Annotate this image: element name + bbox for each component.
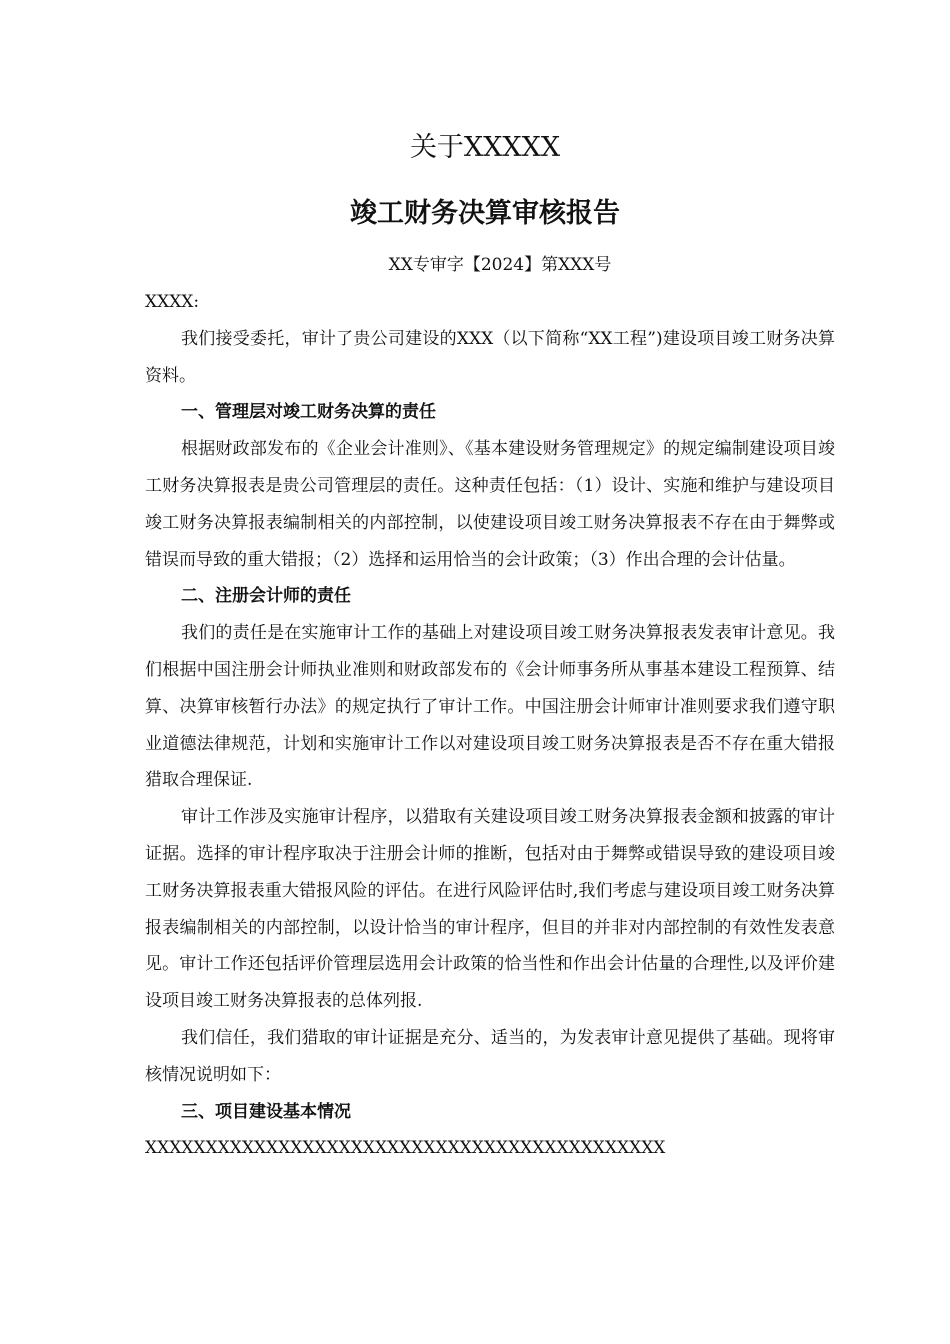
section1-paragraph: 根据财政部发布的《企业会计准则》、《基本建设财务管理规定》的规定编制建设项目竣工财务决算报表是贵公司管理层的责任。这种责任包括：（1）设计、实施和维护与建设项目竣工财务决算报表编制相关的内部控制，以使建设项目竣工财务决算报表不存在由于舞弊或错误而导致的重大错报；（2）选择和运用恰当的会计政策；（3）作出合理的会计估量。 xyxy=(145,439,835,570)
section2-heading: 二、注册会计师的责任 xyxy=(181,586,351,607)
section3-heading: 三、项目建设基本情况 xyxy=(181,1101,351,1122)
report-title-line2: 竣工财务决算审核报告 xyxy=(350,198,620,229)
report-body xyxy=(145,284,835,1167)
intro-paragraph: 我们接受委托，审计了贵公司建设的XXX（以下简称“XX工程”)建设项目竣工财务决算资料。 xyxy=(145,328,835,386)
section3-paragraph: XXXXXXXXXXXXXXXXXXXXXXXXXXXXXXXXXXXXXXXXXXX xyxy=(145,1138,666,1159)
addressee: XXXX: xyxy=(145,292,200,312)
report-title-line1: 关于XXXXX xyxy=(409,132,561,163)
section2-paragraph-3: 我们信任，我们猎取的审计证据是充分、适当的，为发表审计意见提供了基础。现将审核情况说明如下： xyxy=(145,1027,835,1085)
section2-paragraph-2: 审计工作涉及实施审计程序，以猎取有关建设项目竣工财务决算报表金额和披露的审计证据。选择的审计程序取决于注册会计师的推断，包括对由于舞弊或错误导致的建设项目竣工财务决算报表重大错报风险的评估。在进行风险评估时,我们考虑与建设项目竣工财务决算报表编制相关的内部控制，以设计恰当的审计程序，但目的并非对内部控制的有效性发表意见。审计工作还包括评价管理层选用会计政策的恰当性和作出会计估量的合理性,以及评价建设项目竣工财务决算报表的总体列报. xyxy=(145,807,835,1012)
section1-heading: 一、管理层对竣工财务决算的责任 xyxy=(181,402,436,423)
section2-paragraph-1: 我们的责任是在实施审计工作的基础上对建设项目竣工财务决算报表发表审计意见。我们根据中国注册会计师执业准则和财政部发布的《会计师事务所从事基本建设工程预算、结算、决算审核暂行办法》的规定执行了审计工作。中国注册会计师审计准则要求我们遵守职业道德法律规范，计划和实施审计工作以对建设项目竣工财务决算报表是否不存在重大错报猎取合理保证. xyxy=(145,623,835,791)
document-number: XX专审字【2024】第XXX号 xyxy=(388,255,612,275)
